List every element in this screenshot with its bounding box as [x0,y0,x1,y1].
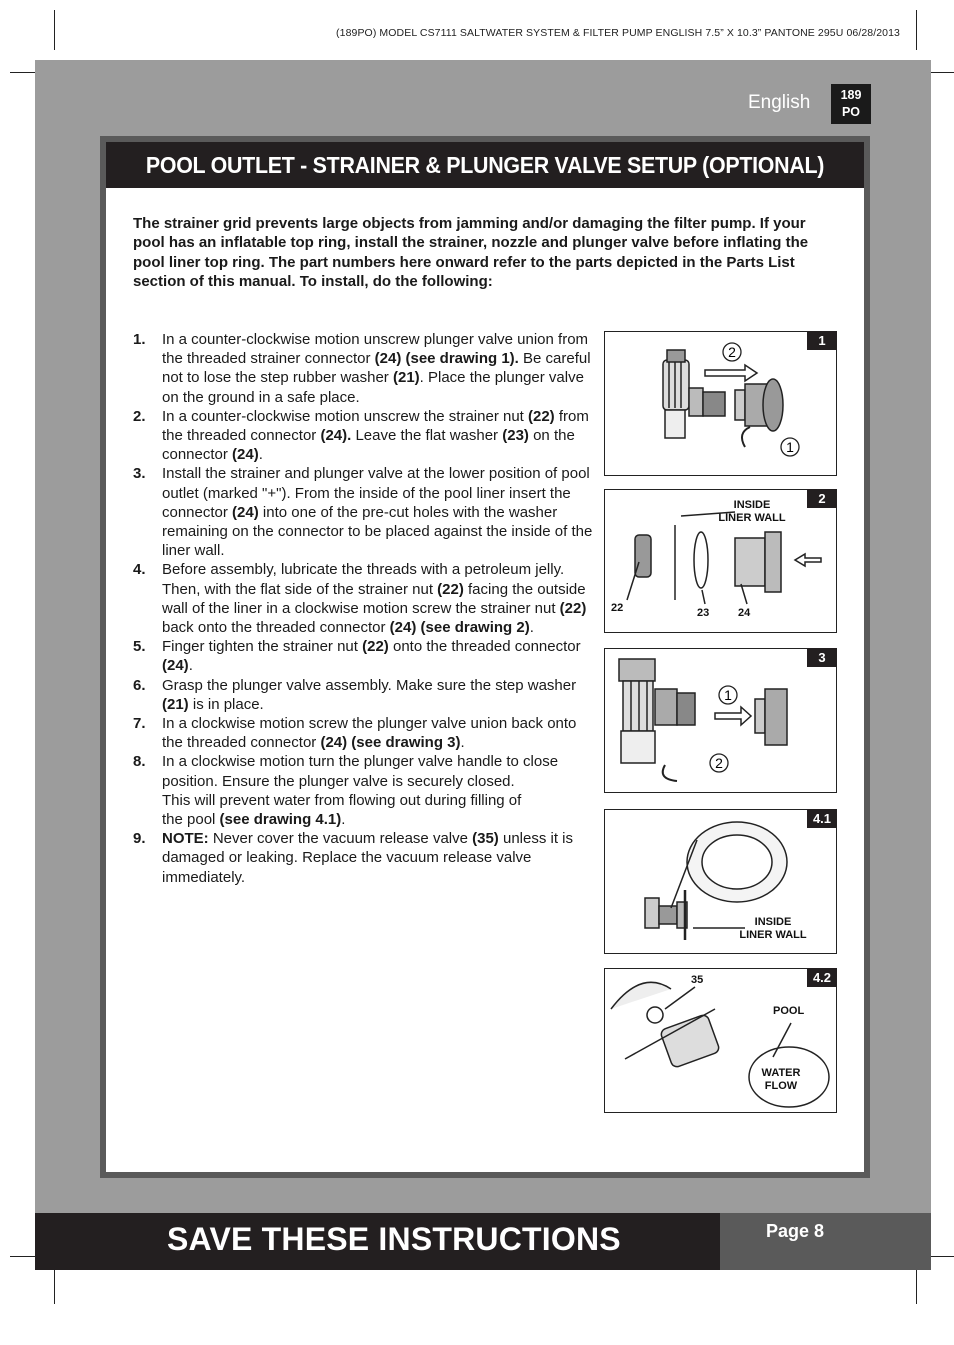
crop-mark [54,10,55,50]
step-number: 4. [133,561,146,579]
step-text: This will prevent water from flowing out during filling of the pool [162,791,522,829]
page-number: Page 8 [766,1221,825,1241]
step-text: back onto the threaded connector [162,619,390,637]
crop-mark [54,1270,55,1304]
step-text: (22) [559,599,587,617]
step-text: . [529,619,534,637]
print-header: (189PO) MODEL CS7111 SALTWATER SYSTEM & FILTER PUMP ENGLISH 7.5” X 10.3” PANTONE 295U 06/28/2013 [336,27,900,39]
step-text: In a counter-clockwise motion unscrew plunger valve union from the threaded strainer connector [162,331,589,368]
step-item [133,752,593,829]
step-text: . [460,734,465,752]
step-text: Before assembly, lubricate the threads with a petroleum jelly. Then, with the flat side of the strainer nut [162,561,565,598]
step-text: on the connector [162,427,575,464]
crop-mark [916,10,917,50]
step-item [133,330,593,407]
step-text: (21) [162,695,189,713]
step-item [133,464,593,560]
step-item [133,560,593,637]
step-text: (24) (see drawing 1). [374,350,519,368]
circle-step-b: 2 [715,755,723,771]
step-number: 3. [133,465,146,483]
crop-mark [10,1256,36,1257]
circle-step-b: 1 [786,439,794,455]
step-item [133,714,593,752]
crop-mark [930,1256,954,1257]
step-text: (35) [472,830,499,848]
step-text: (22) [437,580,464,598]
step-text: Leave the flat washer [351,427,503,445]
step-text: (22) [362,638,389,656]
step-text: (24). [320,427,352,445]
footer-page-box [720,1213,931,1270]
drawing-3-illustration [605,649,838,794]
drawing-4-2 [604,968,837,1113]
footer-bar [35,1213,720,1270]
step-item [133,637,593,675]
drawing-1-illustration [605,332,838,477]
intro-paragraph: The strainer grid prevents large objects from jamming and/or damaging the filter pump. If your pool has an inflatable top ring, install the strainer, nozzle and plunger valve before inflating the pool liner top ring. The part numbers here onward refer to the parts depicted in the Parts List section of this manual. To install, do the following: [133,215,809,290]
drawing-2 [604,489,837,633]
crop-mark [930,72,954,73]
part-number-22: 22 [611,602,624,614]
step-text: (see drawing 4.1) [219,811,342,829]
step-text: In a clockwise motion turn the plunger valve handle to close position. Ensure the plunger valve is securely closed. [162,753,559,790]
label-water-flow: WATER FLOW [761,1067,801,1092]
circle-step-a: 1 [724,687,732,703]
step-text: Never cover the vacuum release valve [208,830,473,848]
step-text: Install the strainer and plunger valve at the lower position of pool outlet (marked "+"). From the inside of the pool liner insert the connector [162,465,590,521]
step-text: In a clockwise motion screw the plunger valve union back onto the threaded connector [162,715,577,752]
language-label: English [748,92,811,113]
drawing-tag: 4.1 [807,809,837,828]
title-bar [106,142,864,188]
step-item [133,676,593,714]
step-number: 9. [133,830,146,848]
step-number: 7. [133,715,146,733]
step-number: 2. [133,407,146,425]
step-item [133,407,593,465]
page-code-line1: 189 [840,88,862,102]
step-text: NOTE: [162,830,209,848]
step-number: 5. [133,638,146,656]
step-text: Be careful not to lose the step rubber washer [162,350,591,387]
step-text: Grasp the plunger valve assembly. Make sure the step washer [162,676,577,694]
step-text: . [188,657,193,675]
step-text: . [341,811,346,829]
step-text: facing the outside wall of the liner in a clockwise motion screw the strainer nut [162,580,586,617]
part-number-35: 35 [691,974,704,986]
step-text: (21) [392,369,420,387]
label-pool: POOL [773,1005,805,1017]
step-text: (24) [162,657,189,675]
part-number-23: 23 [697,607,710,619]
drawing-3 [604,648,837,793]
step-text: . Place the plunger valve on the ground in a safe place. [162,369,584,406]
step-text: . [258,446,263,464]
step-text: In a counter-clockwise motion unscrew the strainer nut [162,407,528,425]
step-item [133,829,593,887]
footer-title: SAVE THESE INSTRUCTIONS [167,1221,621,1257]
step-text: onto the threaded connector [388,638,581,656]
step-text: unless it is damaged or leaking. Replace the vacuum release valve immediately. [162,830,574,886]
drawing-1 [604,331,837,476]
step-text: (23) [502,427,529,445]
page-code-badge [831,84,871,124]
step-text: from the threaded connector [162,407,589,445]
step-text: (24) [232,446,259,464]
step-number: 8. [133,753,146,771]
step-text: (24) [232,503,259,521]
crop-mark [10,72,36,73]
circle-step-a: 2 [728,344,736,360]
page-title: POOL OUTLET - STRAINER & PLUNGER VALVE SETUP (OPTIONAL) [145,152,825,178]
drawing-4-1 [604,809,837,954]
step-text: is in place. [188,695,264,713]
step-text: (24) (see drawing 3) [320,734,461,752]
step-number: 6. [133,676,146,694]
part-number-24: 24 [738,607,751,619]
drawing-tag: 2 [807,489,837,508]
step-text: (22) [528,407,555,425]
steps-list [133,330,593,887]
step-text: (24) (see drawing 2) [389,619,530,637]
step-text: Finger tighten the strainer nut [162,638,363,656]
crop-mark [916,1270,917,1304]
drawing-tag: 3 [807,648,837,667]
drawing-tag: 1 [807,331,837,350]
step-number: 1. [133,331,146,348]
drawing-tag: 4.2 [807,968,837,987]
step-text: into one of the pre-cut holes with the washer remaining on the connector to be placed against the inside of the liner wall. [162,503,593,560]
label-inside-liner-wall: INSIDE LINER WALL [739,916,807,941]
page-code-line2: PO [841,105,861,119]
label-inside-liner-wall: INSIDE LINER WALL [718,499,786,524]
